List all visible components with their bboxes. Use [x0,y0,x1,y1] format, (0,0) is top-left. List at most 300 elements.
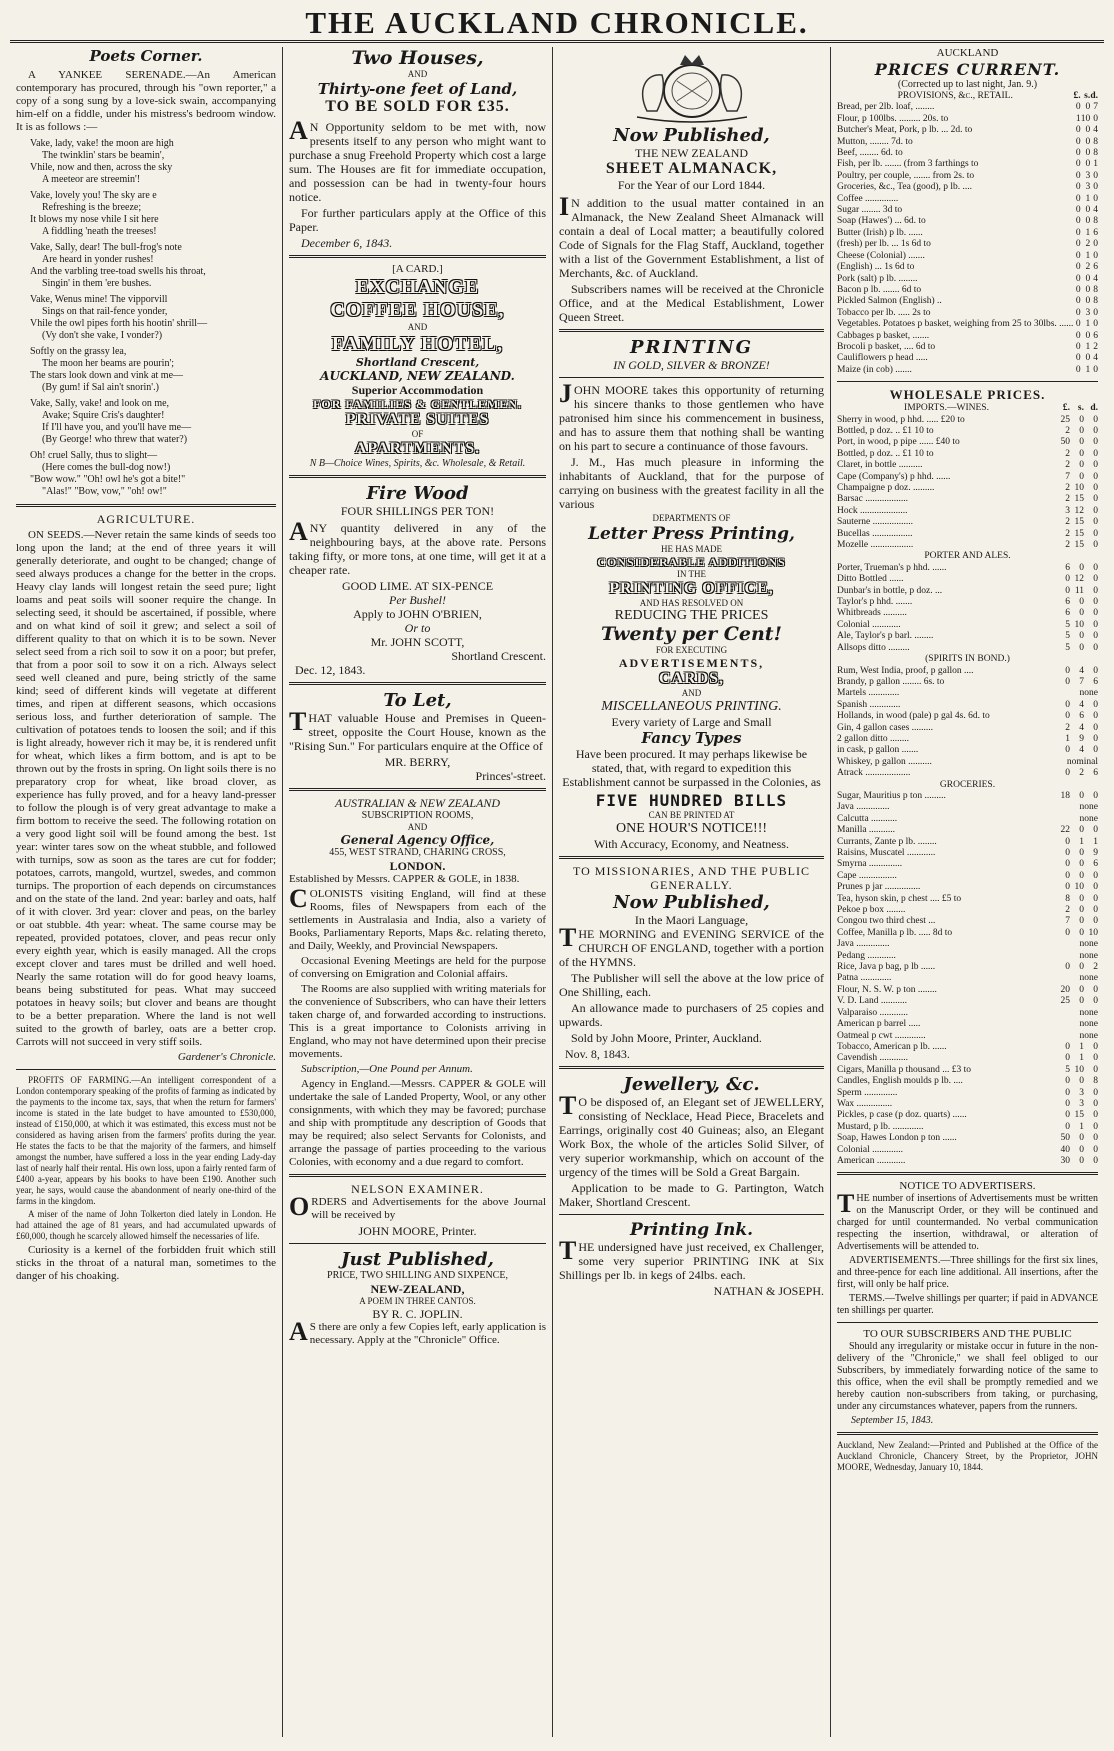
price-shillings: none [1079,973,1098,984]
price-row [837,848,1098,859]
just-published-heading: Just Published, [341,1249,494,1270]
price-shillings: 15 [1074,528,1084,539]
price-item: Bacon p lb. ....... 6d to [837,284,922,295]
price-item: Port, in wood, p pipe ...... £40 to [837,437,960,448]
price-pence: 0 [1093,597,1098,608]
column-2 [282,47,552,1737]
poem-line: Singin' in them 'ere bushes. [42,278,152,289]
price-row [837,871,1098,882]
poem [16,138,276,498]
price-item: Taylor's p hhd. ....... [837,597,913,608]
price-pounds: 0 [1065,699,1070,710]
price-item: Bucellas ................. [837,528,913,539]
price-pence: 0 [1093,239,1098,250]
price-shillings: 6 [1079,711,1084,722]
price-row [837,216,1098,227]
price-pounds: 0 [1075,296,1081,307]
poem-line: Avake; Squire Cris's daughter! [42,410,165,421]
price-row [837,1053,1098,1064]
poem-line: Are heard in yonder rushes! [42,254,154,265]
price-pence: 0 [1093,574,1098,585]
price-shillings: 0 [1079,460,1084,471]
poem-line: Vhile the owl pipes forth his hootin' shrill— [30,318,208,329]
price-pounds: 0 [1075,284,1081,295]
price-shillings: 0 [1085,216,1091,227]
price-pence: 0 [1093,1064,1098,1075]
column-1 [10,47,282,1737]
price-item: Ditto Bottled ...... [837,574,904,585]
price-pounds: 50 [1060,437,1070,448]
price-pence: 0 [1093,540,1098,551]
price-row [837,205,1098,216]
price-shillings: none [1079,950,1098,961]
morning-service: THE MORNING and EVENING SERVICE of the CHURCH OF ENGLAND, together with a portion of the HYMNS. [559,923,824,969]
spirits-rows [837,666,1098,780]
exchange-heading: EXCHANGE [355,276,480,298]
corrected-note: (Corrected up to last night, Jan. 9.) [897,79,1038,90]
agency-text: Agency in England.—Messrs. CAPPER & GOLE will undertake the sale of Landed Property, Wool, or any other consignments, with which they may be favored; purchase and ship with promptitude any description of Goods that may be required; also select Servants for Colonists, and arrange the passage of parties proceeding to the various Colonies, with economy and a due regard to comfort. [289,1078,546,1168]
price-pence: 6 [1093,676,1098,687]
price-row [837,171,1098,182]
price-pounds: 2 [1065,460,1070,471]
price-item: Sauterne ................. [837,517,913,528]
price-pounds: 0 [1065,1041,1070,1052]
price-item: Poultry, per couple, ....... from 2s. to [837,170,975,181]
date-nov-8: Nov. 8, 1843. [565,1047,630,1061]
poem-line: Refreshing is the breeze; [42,202,142,213]
poem-line: The stars look down and vink at me— [30,370,184,381]
price-row [837,125,1098,136]
price-row [837,251,1098,262]
price-shillings: 1 [1079,836,1084,847]
price-row [837,688,1098,699]
nathan-joseph: NATHAN & JOSEPH. [713,1284,824,1298]
price-pence: 4 [1093,353,1098,364]
price-shillings: 9 [1079,733,1084,744]
price-pounds: 2 [1065,483,1070,493]
price-row [837,159,1098,170]
rooms-text: The Rooms are also supplied with writing materials for the convenience of Subscribers, who can have their letters taken charge of, and forwarded according to instructions. This is a great importance to Colonists arriving in England, who may not have determined upon their precise movements. [289,983,546,1060]
price-row [837,757,1098,768]
price-row [837,483,1098,494]
any-quantity: ANY quantity delivered in any of the neighbouring bays, at the above rate. Persons taking fifty, or more tons, at one time, will get it at a cheaper rate. [289,517,546,577]
price-pounds: 0 [1075,330,1081,341]
price-row [837,1099,1098,1110]
on-seeds-article: ON SEEDS.—Never retain the same kinds of seeds too long upon the land; at the end of three years it will generally deteriorate, and ought to be changed; change of seed always produces a change for the better in the crops. Heavy clay lands will longest retain the seed pure; light loams and peat soils will sooner require the change. In selecting seed, it should be ascertained, if possible, where and on what kind of soil it grew; and select a soil of different quality to that on which it is to be sown. Never select seed from a rich soil to sow it on a poor; but prefer, that from a poor soil to sow it on a rich. Always select seed well cleaned and pure, being strictly of the same kind; seed of different kinds will vegetate at different times, and ripen at different seasons, which occasions serious loss, and further deterioration of sample. The cultivation of potatoes tends to loosen the soil; and if this is light already, however rich it may be, it is rendered unfit for wheat, which likes a firm bottom, and is apt to be thrown out by the frosts in spring. On light soils there is no preparatory crop for wheat, like broad clover, as experience has fully proved, and for a heavy land-presser to follow the plough is of very great advantage to make a firm bottom to receive the seed. The following rotation on a very good light soil will be found among the best. 1st year: winter tares sow on the wheat stubble, and followed with turnips, sow as soon as the tares are cut for fodder; potatoes, carrots, mangold, wurtzel, swedes, and common turnips. The proportion of each depends on circumstances and on the state of the land. 2nd year: barley and oats, half of it with clover. 3rd year: clover and peas, on the barley or oat stubble. 4th year: wheat. The same course may be repeated, provided potatoes, clover, and peas recur only every eighth year, which is easily managed. All the crops except clover and tares must be drilled and well hoed. Nearly the same rotation will do for good heavy loams, beans being substituted for peas. What may succeed potatoes in heavy soils; but clover and beans are thought to be a better preparation. Where the land is not well suited to the growth of barley, oats are a better crop. Carrots will not succeed in very stiff soils. [16,529,277,1048]
price-shillings: none [1079,939,1098,950]
price-shillings: 1 [1085,250,1091,261]
date-dec-12: Dec. 12, 1843. [295,663,366,677]
price-pence: 0 [1093,437,1098,448]
price-pounds: 0 [1075,307,1081,318]
price-row [837,996,1098,1007]
price-pence: 0 [1093,250,1098,261]
price-shillings: 0 [1085,205,1091,216]
price-shillings: 0 [1085,353,1091,364]
masthead: THE AUCKLAND CHRONICLE. [10,6,1104,43]
price-item: Valparaiso ............ [837,1007,908,1018]
sold-by: Sold by John Moore, Printer, Auckland. [571,1031,762,1045]
price-shillings: 0 [1079,448,1084,459]
price-row [837,825,1098,836]
price-row [837,494,1098,505]
price-pence: 8 [1093,284,1098,295]
divider [837,1322,1098,1323]
price-pounds: 0 [1065,859,1070,870]
price-row [837,114,1098,125]
price-pence: 1 [1093,836,1098,847]
price-row [837,882,1098,893]
twenty-per-cent: Twenty per Cent! [601,623,782,645]
price-item: Smyrna .............. [837,859,903,870]
price-item: Cape ................ [837,870,897,881]
price-pounds: 0 [1075,170,1081,181]
price-pounds: 7 [1065,471,1070,482]
price-row [837,1145,1098,1156]
price-pence: 0 [1093,193,1098,204]
price-row [837,540,1098,551]
and-label: AND [407,822,428,832]
divider [559,1066,824,1069]
price-pounds: 22 [1060,825,1070,836]
price-row [837,137,1098,148]
provisions-table [837,91,1098,376]
price-shillings: 10 [1080,113,1091,124]
price-pounds: 5 [1065,631,1070,642]
price-item: Pickles, p case (p doz. quarts) ...... [837,1110,967,1121]
price-pounds: 40 [1060,1144,1070,1155]
price-pounds: 0 [1065,1110,1070,1121]
price-row [837,985,1098,996]
poem-line: "Bow wow." "Oh! owl he's got a bite!" [30,474,186,485]
divider [289,1243,546,1244]
price-item: Sugar, Mauritius p ton ......... [837,790,946,801]
price-pence: 0 [1093,619,1098,630]
porter-rows [837,563,1098,654]
fancy-types: Fancy Types [641,729,742,747]
one-hours-notice: ONE HOUR'S NOTICE!!! [615,821,768,836]
price-pence: 0 [1093,745,1098,756]
divider [289,1174,546,1177]
poem-line: Vake, lady, vake! the moon are high [30,138,174,149]
price-pence: 0 [1093,984,1098,995]
price-pence: 0 [1093,1041,1098,1052]
london: LONDON. [389,859,446,873]
price-item: Tobacco, American p lb. ...... [837,1041,947,1052]
price-shillings: 0 [1085,330,1091,341]
price-pounds: 0 [1075,262,1081,273]
in-the: IN THE [676,569,707,579]
price-row [837,472,1098,483]
poem-line: Softly on the grassy lea, [30,346,127,357]
divider [289,255,546,258]
poem-line: The moon her beams are pourin'; [42,358,175,369]
price-row [837,700,1098,711]
price-item: Cheese (Colonial) ....... [837,250,925,261]
price-item: Cigars, Manilla p thousand ... £3 to [837,1064,972,1075]
price-row [837,711,1098,722]
price-item: Whiskey, p gallon .......... [837,756,932,767]
price-row [837,1065,1098,1076]
price-item: Hollands, in wood (pale) p gal 4s. 6d. to [837,711,990,722]
divider [289,475,546,478]
price-pounds: 50 [1060,1133,1070,1144]
price-pounds: 0 [1075,341,1081,352]
price-row [837,285,1098,296]
price-shillings: 0 [1079,414,1084,425]
price-pounds: 0 [1075,102,1081,113]
price-shillings: 1 [1085,193,1091,204]
price-item: Champaigne p doz. ......... [837,483,935,493]
poem-line: (By George! who threw that water?) [42,434,188,445]
price-pounds: 7 [1065,916,1070,927]
john-moore-takes: JOHN MOORE takes this opportunity of returning his sincere thanks to those gentlemen who have patronised him since his commencement in business, and has to assure them that nothing shall be wanting on his part to secure a continuance of those favours. [559,379,824,453]
opportunity-text: AN Opportunity seldom to be met with, now presents itself to any person who might want to purchase a snug Freehold Property which cost a large sum. The Houses are fit for immediate occupation, and possession can be had in twenty-four hours notice. [289,116,546,204]
profits-of-farming: PROFITS OF FARMING.—An intelligent correspondent of a London contemporary speaking of the profits of farming as indicated by the payments to the income tax, says, that when the return for farmers' income is stated in the late budget to have amounted to £530,000, instead of £150,000, at which it was estimated, this excess must not be considered as having arisen from the farmers' profits during the year. He states the facts to be that the majority of the farmers, and himself amongst the number, have suffered a loss in the year ending Lady-day last of nearly half their rental. His own loss, upon a fairly rented farm of £400 a-year, appears by his books to have been £190. Another such year, he says, would cause the abandonment of nearly one-third of the farms in the kingdom. [16,1075,276,1206]
price-item: Cabbages p basket, ....... [837,330,930,341]
price-shillings: 10 [1074,483,1084,493]
nelson-examiner: NELSON EXAMINER. [351,1182,484,1196]
divider [837,1172,1098,1175]
coffee-house-heading: COFFEE HOUSE, [330,299,505,321]
price-pence: 8 [1093,1076,1098,1087]
price-item: Ale, Taylor's p barl. ........ [837,631,934,642]
price-pounds: 0 [1065,1098,1070,1109]
price-pence: 0 [1093,1144,1098,1155]
price-shillings: 0 [1079,870,1084,881]
price-pounds: 0 [1065,768,1070,779]
price-pounds: 5 [1065,1064,1070,1075]
price-shillings: 2 [1085,239,1091,250]
superior-accommodation: Superior Accommodation [351,383,484,397]
date-dec-6: December 6, 1843. [301,236,393,250]
price-pence: 0 [1093,608,1098,619]
price-shillings: 0 [1079,631,1084,642]
price-shillings: 15 [1074,540,1084,551]
price-item: Colonial ............. [837,1144,903,1155]
price-pence: 0 [1093,307,1098,318]
price-item: American p barrel ..... [837,1019,921,1030]
poem-line: (By gum! if Sal ain't snorin'.) [42,382,159,393]
price-pounds: 6 [1065,562,1070,573]
subscribers-body: Should any irregularity or mistake occur in future in the non-delivery of the "Chronicle," we shall feel obliged to our Subscribers, by immediately forwarding notice of the same to this office, when the evil shall be promptly remedied and we hereby caution non-subscribers from taking, or purchasing, under any circumstances whatever, papers from the runners. [837,1341,1098,1413]
price-item: Tea, hyson skin, p chest .... £5 to [837,893,962,904]
price-row [837,814,1098,825]
price-pounds: 2 [1065,905,1070,916]
pence-header: d. [1090,91,1098,101]
poem-line: (Vy don't she vake, I vonder?) [42,330,163,341]
price-item: Vegetables. Potatoes p basket, weighing from 25 to 30lbs. ...... [837,319,1074,330]
price-item: Beef, ........ 6d. to [837,148,903,159]
divider [559,856,824,859]
price-pounds: 2 [1065,540,1070,551]
for-families: FOR FAMILIES & GENTLEMEN. [313,397,522,411]
price-shillings: 1 [1079,1121,1084,1132]
poem-line: A meeteor are streemin'! [42,174,141,185]
price-shillings: 0 [1085,159,1091,170]
price-item: Cape (Company's) p hhd. ...... [837,471,951,482]
jewellery-body: TO be disposed of, an Elegant set of JEWELLERY, consisting of Necklace, Head Piece, Bracelets and Earrings, originally cost 40 Guineas; also, an Elegant Work Box, the whole of the articles Solid Silver, of very superior workmanship, which on account of the urgency of the times will be Sold a Great Bargain. [559,1091,824,1179]
price-row [837,894,1098,905]
to-be-sold: TO BE SOLD FOR £35. [325,98,510,115]
every-variety: Every variety of Large and Small [611,715,772,729]
price-shillings: 15 [1074,1110,1084,1121]
price-pence: 6 [1093,227,1098,238]
four-shillings: FOUR SHILLINGS PER TON! [340,504,495,518]
price-item: Cauliflowers p head ..... [837,353,928,364]
almanack-body: IN addition to the usual matter contained in an Almanack, the New Zealand Sheet Almanack will contain a deal of Local matter; a beautifully colored Code of Signals for the Flag Staff, Auckland, together with a list of the Government Establishment, a list of Merchants, &c. of Auckland. [559,192,824,280]
columns [10,47,1104,1737]
wholesale-table [837,403,1098,1167]
price-item: Currants, Zante p lb. ........ [837,836,937,847]
price-pounds: 0 [1065,711,1070,722]
pounds-header: £. [1062,403,1070,414]
price-item: Fish, per lb. ....... (from 3 farthings to [837,159,979,170]
price-shillings: 10 [1074,882,1084,893]
price-shillings: 1 [1079,1053,1084,1064]
price-pence: 0 [1093,699,1098,710]
price-shillings: 1 [1085,364,1091,375]
price-item: Congou two third chest ... [837,916,936,927]
mr-scott: Mr. JOHN SCOTT, [370,635,465,649]
price-row [837,262,1098,273]
price-shillings: 4 [1079,722,1084,733]
price-pence: 0 [1093,483,1098,493]
price-pence: 8 [1093,296,1098,307]
shillings-header: s. [1077,403,1084,414]
price-pence: 0 [1093,790,1098,801]
price-pence: 0 [1093,182,1098,193]
poem-line: A fiddling 'neath the treeses! [42,226,157,237]
price-row [837,102,1098,113]
price-shillings: 0 [1079,608,1084,619]
price-pence: 0 [1093,562,1098,573]
spirits-heading: (SPIRITS IN BOND.) [925,654,1010,665]
to-missionaries: TO MISSIONARIES, AND THE PUBLIC GENERALLY. [573,864,810,892]
price-pence: 0 [1093,585,1098,596]
price-row [837,319,1098,330]
price-shillings: 0 [1079,1155,1084,1166]
price-row [837,1019,1098,1030]
price-item: Bottled, p doz. .. £1 10 to [837,425,934,436]
price-pence: 8 [1093,136,1098,147]
price-pence: 0 [1093,170,1098,181]
general-agency: General Agency Office, [340,833,495,847]
prices-current: PRICES CURRENT. [874,60,1061,79]
per-bushel: Per Bushel! [389,593,446,607]
price-shillings: 0 [1079,1133,1084,1144]
price-pounds: 0 [1065,927,1070,938]
price-item: Barsac .................. [837,494,908,505]
price-row [837,586,1098,597]
shortland-crescent: Shortland Crescent, [355,356,480,369]
price-shillings: 0 [1079,893,1084,904]
price-shillings: 10 [1074,619,1084,630]
price-row [837,529,1098,540]
price-item: Sherry in wood, p hhd. ..... £20 to [837,414,965,425]
poem-line: Vhile, now and then, across the sky [30,162,173,173]
price-pounds: 0 [1065,1087,1070,1098]
price-pounds: 0 [1065,1053,1070,1064]
price-item: Atrack ................... [837,768,911,779]
poem-line: The twinklin' stars be beamin', [42,150,165,161]
price-item: Whitbreads .......... [837,608,907,619]
price-row [837,631,1098,642]
price-item: Mustard, p lb. ............. [837,1121,924,1132]
have-been: Have been procured. It may perhaps likewise be stated, that, with regard to expedition this Establishment cannot be surpassed in the Colonies, as [562,747,821,789]
price-pence: 4 [1093,273,1098,284]
price-pounds: 0 [1075,205,1081,216]
price-row [837,1042,1098,1053]
shortland-crescent-2: Shortland Crescent. [451,649,546,663]
price-shillings: 7 [1079,676,1084,687]
price-shillings: 0 [1079,437,1084,448]
price-item: Patna ............. [837,973,892,984]
price-row [837,1110,1098,1121]
price-pounds: 0 [1065,882,1070,893]
can-be-printed: CAN BE PRINTED AT [648,810,735,820]
price-row [837,1031,1098,1042]
wines-rows [837,415,1098,552]
price-shillings: 0 [1079,905,1084,916]
printing-ink-heading: Printing Ink. [629,1220,754,1240]
price-pence: 2 [1093,962,1098,973]
price-pounds: 0 [1075,364,1081,375]
a-card-label: [A CARD.] [392,263,443,275]
price-shillings: 4 [1079,665,1084,676]
divider [16,1069,276,1070]
price-shillings: 0 [1079,790,1084,801]
apply-obrien: Apply to JOHN O'BRIEN, [353,607,482,621]
price-shillings: 0 [1079,962,1084,973]
allowance: An allowance made to purchasers of 25 copies and upwards. [559,1001,824,1029]
price-row [837,734,1098,745]
new-zealand-poem: NEW-ZEALAND, [370,1282,465,1296]
price-pounds: 0 [1065,870,1070,881]
price-pence: 0 [1093,494,1098,505]
price-row [837,331,1098,342]
price-shillings: 0 [1079,996,1084,1007]
price-item: Tobacco per lb. ..... 2s to [837,307,931,318]
price-row [837,723,1098,734]
letter-press: Letter Press Printing, [588,524,795,544]
subscription-price: Subscription,—One Pound per Annum. [301,1063,473,1075]
price-item: Porter, Trueman's p hhd. ...... [837,562,947,573]
notice-heading: NOTICE TO ADVERTISERS. [899,1180,1036,1193]
price-item: Java .............. [837,802,890,813]
to-let-body: THAT valuable House and Premises in Queen-street, opposite the Court House, known as the "Rising Sun." For particulars enquire at the Office of [289,707,546,753]
price-shillings: 0 [1079,1144,1084,1155]
price-shillings: 2 [1079,768,1084,779]
price-row [837,951,1098,962]
by-joplin: BY R. C. JOPLIN. [372,1307,463,1321]
price-row [837,791,1098,802]
to-let-heading: To Let, [383,690,452,711]
price-pounds: 0 [1075,250,1081,261]
price-pence: 2 [1093,341,1098,352]
price-row [837,426,1098,437]
price-pence: 6 [1093,330,1098,341]
pence-header: d. [1090,403,1098,414]
price-row [837,239,1098,250]
price-pence: 0 [1093,722,1098,733]
miser-item: A miser of the name of John Tolkerton died lately in London. He had attained the age of 81 years, and had accumulated upwards of £60,000, though he scarcely allowed himself the necessaries of life. [16,1209,276,1241]
price-pounds: 2 [1065,722,1070,733]
price-shillings: none [1079,1007,1098,1018]
price-pence: 0 [1093,711,1098,722]
australian-nz: AUSTRALIAN & NEW ZEALAND [334,796,500,810]
now-published-heading: Now Published, [613,125,770,146]
